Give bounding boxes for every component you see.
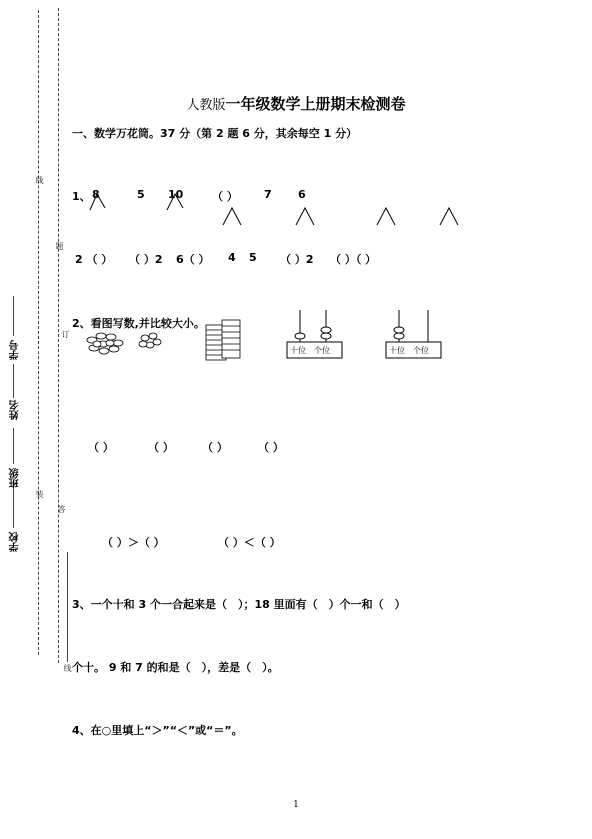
- title-prefix: 人教版: [186, 98, 226, 113]
- bead-6: [99, 348, 109, 354]
- bead-5: [109, 346, 119, 352]
- q1-top-3: 10: [168, 188, 184, 201]
- binding-word-da: 答: [57, 505, 66, 513]
- binding-word-ti: 题: [55, 242, 64, 250]
- abacus2-ones-label: 个位: [413, 346, 429, 355]
- binding-word-line2: 线: [63, 664, 72, 672]
- q1-bottom-1[interactable]: 2 （ ）: [75, 253, 113, 266]
- q2-blank-1[interactable]: （ ）: [88, 441, 114, 454]
- q1-bottom-2[interactable]: （ ）2: [129, 253, 163, 266]
- bead-4: [113, 340, 123, 346]
- stick-bundle: [206, 320, 240, 360]
- binding-word-zhuang: 装: [35, 490, 44, 498]
- q1-top-2: 5: [137, 188, 145, 201]
- q1-top-5: 7: [264, 188, 272, 201]
- q1-bottom-5: 5: [249, 251, 257, 264]
- q2-label: 2、看图写数,并比较大小。: [72, 317, 205, 330]
- class-label: 班级: [10, 468, 21, 488]
- bead-10: [93, 341, 101, 347]
- q1-bottom-4: 4: [228, 251, 236, 264]
- q1-bottom-7[interactable]: （ ）（ ）: [330, 253, 377, 266]
- school-label: 学校: [10, 532, 21, 552]
- q1-bottom-3[interactable]: 6（ ）: [176, 253, 210, 266]
- bead-12: [149, 333, 157, 339]
- bead-9: [106, 340, 114, 346]
- q1-label: 1、: [72, 190, 91, 203]
- q3-line2: 个十。 9 和 7 的和是（ ），差是（ ）。: [72, 661, 279, 674]
- number-label: 学号: [10, 340, 21, 360]
- q2-blank-3[interactable]: （ ）: [202, 441, 228, 454]
- section1-heading: 一、数学万花筒。37 分（第 2 题 6 分，其余每空 1 分）: [72, 127, 358, 140]
- q4-label: 4、在○里填上“＞”“＜”或“＝”。: [72, 724, 243, 737]
- q1-top-4[interactable]: （ ）: [212, 190, 238, 203]
- abacus1-ones-label: 个位: [314, 346, 330, 355]
- q1-bottom-6[interactable]: （ ）2: [280, 253, 314, 266]
- q2-compare-2[interactable]: （ ）＜（ ）: [218, 536, 281, 549]
- binding-word-line: 线: [35, 176, 44, 184]
- title-main: 一年级数学上册期末检测卷: [225, 95, 406, 113]
- q1-top-1: 8: [92, 188, 100, 201]
- q2-compare-1[interactable]: （ ）＞（ ）: [102, 536, 165, 549]
- binding-word-ding: 订: [61, 330, 70, 338]
- bead-3: [106, 334, 116, 340]
- abacus2-tens-label: 十位: [389, 346, 405, 355]
- page-number: 1: [293, 800, 299, 810]
- bead-11: [141, 335, 149, 341]
- q2-blank-2[interactable]: （ ）: [148, 441, 174, 454]
- q1-top-6: 6: [298, 188, 306, 201]
- q3-line1: 3、一个十和 3 个一合起来是（ ）；18 里面有（ ）个一和（ ）: [72, 598, 406, 611]
- q2-blank-4[interactable]: （ ）: [258, 441, 284, 454]
- name-label: 姓名: [10, 400, 21, 420]
- bead-15: [139, 341, 147, 347]
- bead-2: [96, 333, 106, 339]
- abacus1-tens-label: 十位: [290, 346, 306, 355]
